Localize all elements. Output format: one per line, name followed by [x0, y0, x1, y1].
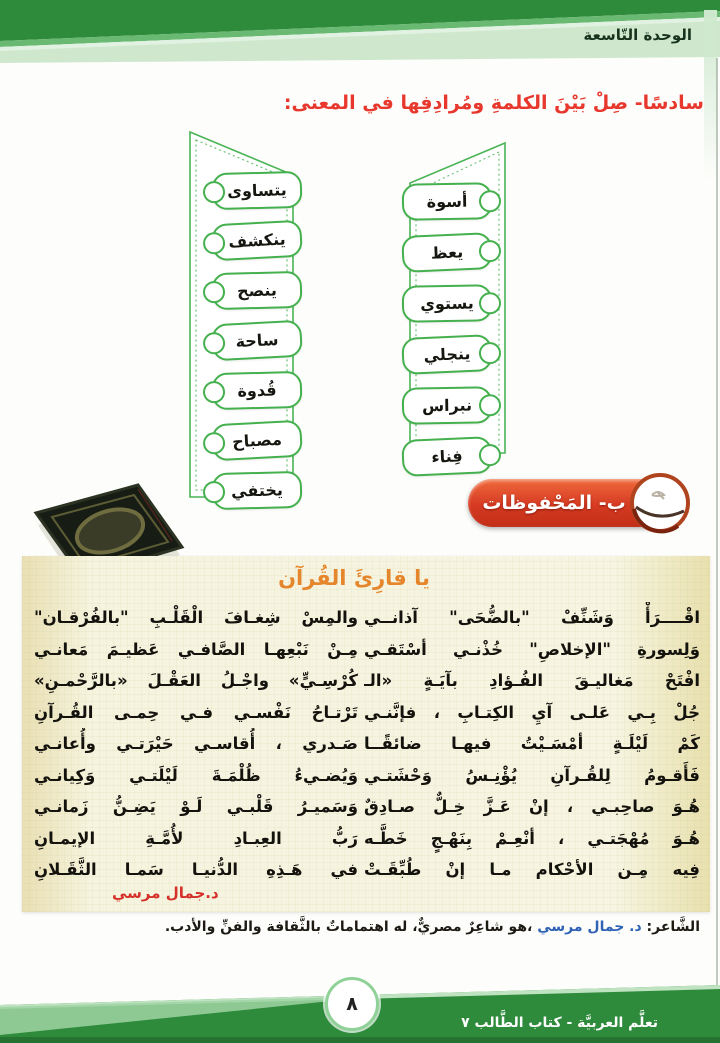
connector-circle-icon[interactable] [203, 280, 226, 303]
word-label: يختفي [230, 480, 284, 501]
banner-ornament-icon [628, 471, 692, 535]
verse-line: افْتَحْ مَغاليـقَ الفُـؤادِ بآيَـةٍ «الـ [364, 671, 700, 690]
verse-line: هُـوَ صاحِبـي ، إنْ عَـزَّ خِـلٌّ صـادِقٌ [364, 797, 700, 816]
verse-line: فِيه مِـن الأحْكام مـا إنْ طُبِّقَـتْ [364, 860, 700, 879]
word-label: نبراس [421, 395, 473, 416]
word-label: قُدوة [237, 380, 277, 401]
word-box[interactable] [402, 386, 493, 425]
word-label: يتساوى [227, 180, 287, 201]
verse-line: وَيُضـيءُ ظُلْمَـةَ لَيْلَتـي وَكِيانـي [34, 765, 358, 785]
verse-line: فَأَقـومُ لِلقُـرآنِ يُؤْنِـسُ وَحْشَتـي [364, 765, 700, 785]
word-box[interactable] [212, 471, 303, 510]
verse-line: في هَـذِهِ الدُّنيـا سَمـا الثَّقَـلانِ [34, 860, 358, 879]
banner-label: ب- المَحْفوظات [482, 492, 626, 514]
poet-note [16, 919, 700, 935]
exercise-heading: سادسًا- صِلْ بَيْنَ الكلمةِ ومُرادِفِها في المعنى: [283, 92, 704, 114]
connector-circle-icon[interactable] [202, 331, 225, 354]
verse-line: وَسَميـرُ قَلْبـي لَـوْ يَضِـنُّ زَمانـي [34, 797, 358, 816]
page-number: ٨ [346, 993, 358, 1015]
connector-circle-icon[interactable] [203, 380, 226, 403]
word-box[interactable] [401, 232, 493, 273]
word-label: ينجلي [423, 343, 471, 366]
verse-line: تَرْتـاحُ نَفْسـي فـي حِمـى القُـرآنِ [34, 702, 358, 722]
poem-first-hemistich-column [364, 602, 700, 886]
match-right-column [402, 183, 492, 475]
word-label: ساحة [235, 329, 279, 352]
connector-circle-icon[interactable] [202, 231, 225, 254]
word-box[interactable] [402, 284, 493, 323]
verse-line: صَـدري ، أُقاسـي حَيْرَتـي وأُعانـي [34, 734, 358, 753]
connector-circle-icon[interactable] [203, 180, 226, 203]
footer-bottom-strip [0, 1037, 720, 1043]
verse-line: مِـنْ نَبْعِهـا الصَّافـي عَظيـمَ مَعانـي [34, 639, 358, 659]
note-prefix: الشَّاعر: [641, 919, 700, 935]
word-label: ينصح [236, 280, 278, 301]
note-rest: ،هو شاعِرٌ مصريٌّ، له اهتماماتٌ بالثَّقافة والفنِّ والأدب. [164, 919, 538, 935]
matching-exercise-backdrop [0, 125, 720, 525]
word-box[interactable] [211, 320, 303, 362]
verse-line: وَلِسورةِ "الإخلاصِ" خُذْنـي أسْتَقـي [364, 639, 700, 659]
unit-title: الوحدة التّاسعة [583, 26, 692, 44]
word-label: فِناء [431, 446, 464, 467]
verse-line: رَبُّ العِبـادِ لأُمَّـةِ الإيمـانِ [34, 828, 358, 848]
memorization-banner [468, 479, 674, 527]
word-box[interactable] [211, 220, 303, 262]
verse-line: جُلْ بِـي عَلـى آيِ الكِتـابِ ، فإنَّنـي [364, 702, 700, 722]
word-label: أسوة [426, 191, 468, 212]
word-box[interactable] [212, 271, 303, 310]
connector-circle-icon[interactable] [203, 480, 226, 503]
word-box[interactable] [401, 334, 493, 375]
poem-title: يا قارِئَ القُرآن [278, 566, 430, 590]
verse-line: اقْــــرَأْ وَشَنِّفْ "بالضُّحَى" آذانــي [364, 608, 700, 627]
verse-line: كُرْسِـيٍّ» واجْـلُ العَقْـلَ «بالرَّحْمـنِ» [34, 671, 358, 690]
word-label: مصباح [231, 429, 283, 452]
connector-circle-icon[interactable] [202, 431, 225, 454]
note-poet-name: د. جمال مرسي [537, 919, 642, 935]
poet-attribution: د.جمال مرسي [112, 884, 219, 902]
verse-line: والمِسْ شِغـافَ الْقَلْـبِ "بالفُرْقـان" [34, 608, 358, 627]
match-left-column [212, 172, 302, 509]
poem-second-hemistich-column [34, 602, 358, 886]
word-label: يستوي [420, 293, 474, 314]
word-box[interactable] [212, 171, 303, 210]
page-number-badge [325, 977, 379, 1031]
word-box[interactable] [211, 420, 303, 462]
footer-book-title: تعلَّم العربيَّة - كتاب الطَّالب ٧ [461, 1015, 658, 1031]
word-box[interactable] [401, 436, 493, 477]
word-box[interactable] [212, 371, 303, 410]
word-label: ينكشف [227, 229, 287, 252]
verse-line: هُـوَ مُهْجَتـي ، أنْعِـمْ بِنَهْـجٍ خَطَّـه [364, 828, 700, 848]
word-box[interactable] [402, 182, 493, 221]
verse-line: كَمْ لَيْلَـةٍ أمْسَـيْتُ فيهـا ضائقًــا [364, 734, 700, 753]
poem-section [22, 556, 710, 912]
word-label: يعظ [430, 242, 464, 263]
